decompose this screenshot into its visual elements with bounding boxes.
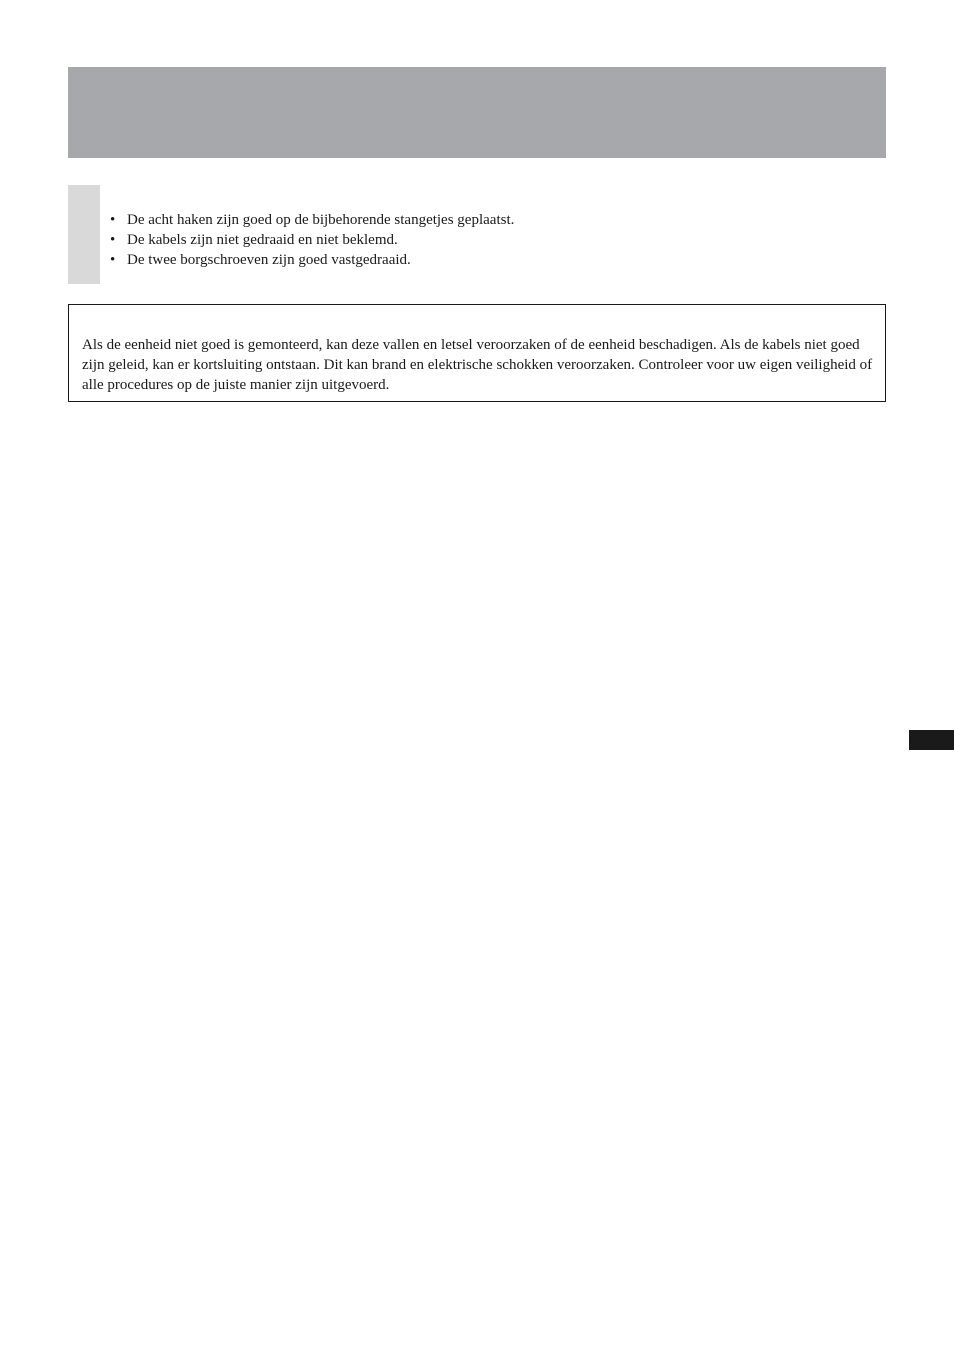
section-header-band: [68, 67, 886, 158]
warning-box: [68, 304, 886, 402]
checklist-side-marker: [68, 185, 100, 284]
checklist-item: [108, 230, 514, 250]
checklist-item-text: De twee borgschroeven zijn goed vastgedraaid.: [127, 252, 411, 268]
chapter-side-tab: [909, 730, 954, 750]
bullet-icon: •: [110, 252, 116, 268]
bullet-icon: •: [110, 232, 116, 248]
installation-checklist: [108, 210, 514, 270]
checklist-item-text: De acht haken zijn goed op de bijbehorende stangetjes geplaatst.: [127, 212, 515, 228]
checklist-item: [108, 250, 514, 270]
checklist-item: [108, 210, 514, 230]
warning-text: Als de eenheid niet goed is gemonteerd, kan deze vallen en letsel veroorzaken of de eenheid beschadigen. Als de kabels niet goed zijn geleid, kan er kortsluiting ontstaan. Dit kan brand en elektrische schokken veroorzaken. Controleer voor uw eigen veiligheid of alle procedures op de juiste manier zijn uitgevoerd.: [82, 337, 873, 393]
bullet-icon: •: [110, 212, 116, 228]
checklist-item-text: De kabels zijn niet gedraaid en niet beklemd.: [127, 232, 398, 248]
